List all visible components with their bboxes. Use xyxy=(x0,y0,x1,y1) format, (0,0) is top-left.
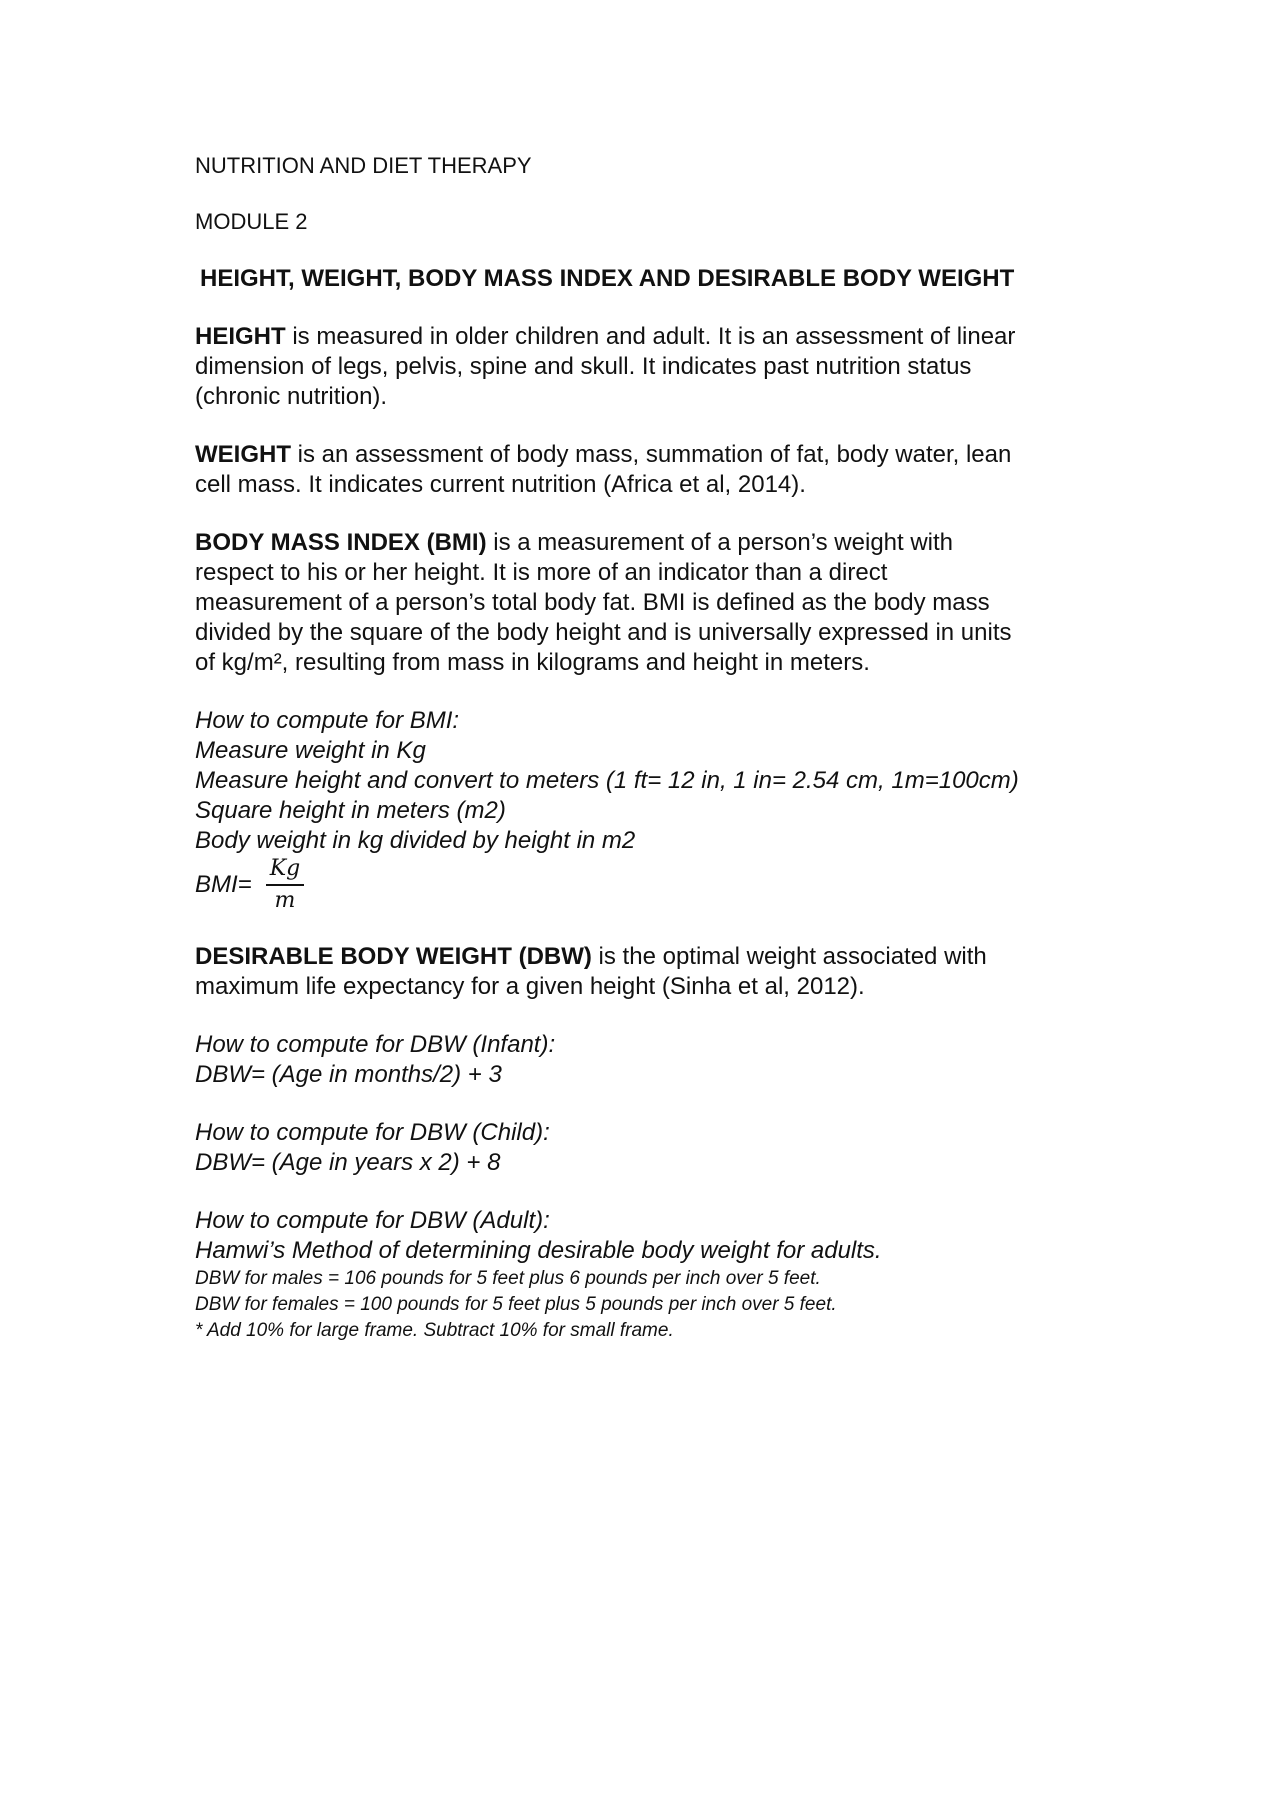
bmi-formula-label: BMI= xyxy=(195,871,252,898)
module-label: MODULE 2 xyxy=(195,209,308,234)
bmi-text-1: is a measurement of a person’s weight with xyxy=(486,529,954,556)
dbw-adult-method: Hamwi’s Method of determining desirable body weight for adults. xyxy=(195,1237,882,1264)
dbw-text-1: is the optimal weight associated with xyxy=(591,943,987,970)
document-page xyxy=(195,152,1095,1344)
height-text-1: is measured in older children and adult. It is an assessment of linear xyxy=(285,323,1016,350)
page-title: HEIGHT, WEIGHT, BODY MASS INDEX AND DESIRABLE BODY WEIGHT xyxy=(200,265,1015,292)
bmi-steps xyxy=(195,706,1095,914)
dbw-child-section xyxy=(195,1118,1095,1178)
dbw-adult-section xyxy=(195,1206,1095,1344)
fraction-numerator: Kg xyxy=(266,856,305,886)
bmi-text-2: respect to his or her height. It is more of an indicator than a direct xyxy=(195,559,888,586)
dbw-term: DESIRABLE BODY WEIGHT (DBW) xyxy=(195,943,592,970)
dbw-infant-heading: How to compute for DBW (Infant): xyxy=(195,1031,556,1058)
bmi-text-3: measurement of a person’s total body fat. BMI is defined as the body mass xyxy=(195,589,990,616)
dbw-paragraph xyxy=(195,942,1095,1002)
dbw-infant-formula: DBW= (Age in months/2) + 3 xyxy=(195,1061,502,1088)
fraction-denominator: m xyxy=(274,888,296,913)
height-text-2: dimension of legs, pelvis, spine and skull. It indicates past nutrition status xyxy=(195,353,972,380)
bmi-text-5: of kg/m², resulting from mass in kilograms and height in meters. xyxy=(195,649,870,676)
weight-term: WEIGHT xyxy=(195,441,291,468)
height-text-3: (chronic nutrition). xyxy=(195,383,388,410)
bmi-step: Measure height and convert to meters (1 ft= 12 in, 1 in= 2.54 cm, 1m=100cm) xyxy=(195,767,1019,794)
bmi-step: Body weight in kg divided by height in m2 xyxy=(195,827,636,854)
dbw-females-rule: DBW for females = 100 pounds for 5 feet plus 5 pounds per inch over 5 feet. xyxy=(195,1294,837,1315)
dbw-infant-section xyxy=(195,1030,1095,1090)
height-paragraph xyxy=(195,322,1095,412)
dbw-adult-heading: How to compute for DBW (Adult): xyxy=(195,1207,550,1234)
bmi-formula xyxy=(195,856,1095,914)
bmi-paragraph xyxy=(195,528,1095,678)
bmi-fraction xyxy=(266,856,305,914)
bmi-step: Square height in meters (m2) xyxy=(195,797,506,824)
dbw-males-rule: DBW for males = 106 pounds for 5 feet plus 6 pounds per inch over 5 feet. xyxy=(195,1268,821,1289)
dbw-frame-note: * Add 10% for large frame. Subtract 10% for small frame. xyxy=(195,1320,674,1341)
bmi-text-4: divided by the square of the body height and is universally expressed in units xyxy=(195,619,1012,646)
weight-paragraph xyxy=(195,440,1095,500)
weight-text-1: is an assessment of body mass, summation of fat, body water, lean xyxy=(291,441,1012,468)
dbw-child-formula: DBW= (Age in years x 2) + 8 xyxy=(195,1149,501,1176)
bmi-step: Measure weight in Kg xyxy=(195,737,426,764)
weight-text-2: cell mass. It indicates current nutrition (Africa et al, 2014). xyxy=(195,471,806,498)
course-title: NUTRITION AND DIET THERAPY xyxy=(195,153,532,178)
bmi-steps-heading: How to compute for BMI: xyxy=(195,707,460,734)
dbw-text-2: maximum life expectancy for a given height (Sinha et al, 2012). xyxy=(195,973,865,1000)
height-term: HEIGHT xyxy=(195,323,286,350)
bmi-term: BODY MASS INDEX (BMI) xyxy=(195,529,487,556)
dbw-child-heading: How to compute for DBW (Child): xyxy=(195,1119,550,1146)
